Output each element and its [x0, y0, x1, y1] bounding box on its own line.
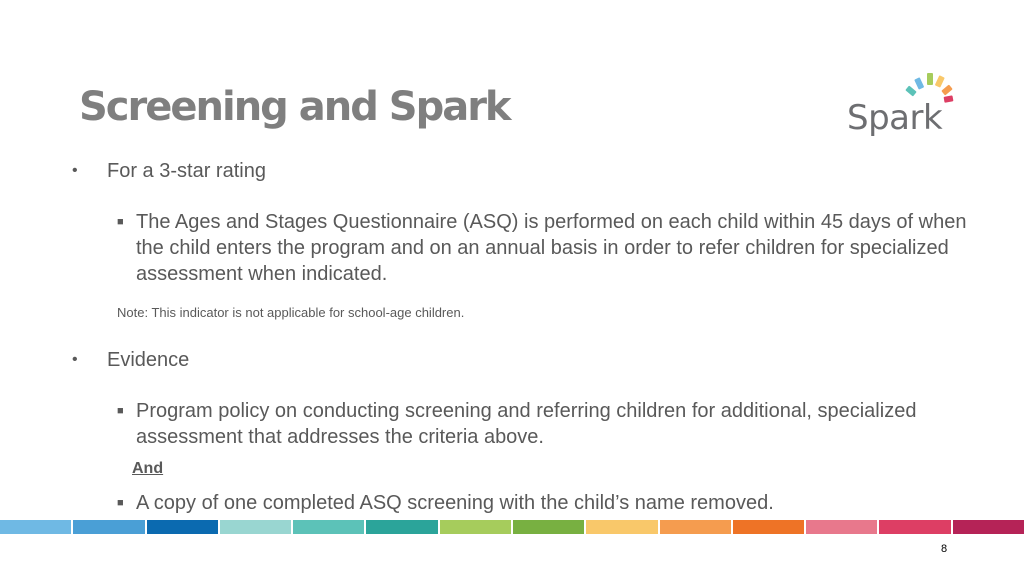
color-stripe-segment	[0, 520, 71, 534]
bullet-dot-icon: •	[72, 351, 78, 368]
sub-bullet-copy	[117, 490, 977, 516]
color-stripe-segment	[660, 520, 731, 534]
square-bullet-icon: ■	[117, 497, 124, 509]
color-stripe-segment	[733, 520, 804, 534]
color-stripe-segment	[586, 520, 657, 534]
color-stripe-segment	[73, 520, 144, 534]
bullet-rating-text: For a 3-star rating	[107, 160, 266, 182]
color-stripe-segment	[220, 520, 291, 534]
color-stripe-segment	[879, 520, 950, 534]
color-stripe-segment	[147, 520, 218, 534]
color-stripe-segment	[806, 520, 877, 534]
color-stripe-segment	[440, 520, 511, 534]
color-stripe-segment	[366, 520, 437, 534]
note-text: Note: This indicator is not applicable for school-age children.	[117, 305, 465, 320]
bullet-evidence-text: Evidence	[107, 349, 190, 371]
sub-bullet-copy-text: A copy of one completed ASQ screening with the child’s name removed.	[136, 492, 774, 514]
color-stripe	[0, 520, 1024, 534]
color-stripe-segment	[293, 520, 364, 534]
square-bullet-icon: ■	[117, 405, 124, 417]
spark-logo	[844, 70, 954, 140]
slide-title: Screening and Spark	[79, 84, 510, 130]
and-label: And	[132, 460, 164, 477]
logo-wordmark: Spark	[847, 98, 943, 138]
sub-bullet-asq	[117, 209, 977, 287]
sub-bullet-asq-text: The Ages and Stages Questionnaire (ASQ) is performed on each child within 45 days of when the child enters the program and on an annual basis in order to refer children for specialized assessment when indicated.	[136, 211, 967, 285]
sub-bullet-policy-text: Program policy on conducting screening and referring children for additional, specialized assessment that addresses the criteria above.	[136, 400, 917, 448]
sub-bullet-policy	[117, 398, 977, 450]
square-bullet-icon: ■	[117, 216, 124, 228]
color-stripe-segment	[513, 520, 584, 534]
bullet-dot-icon: •	[72, 162, 78, 179]
page-number: 8	[940, 543, 948, 555]
color-stripe-segment	[953, 520, 1024, 534]
